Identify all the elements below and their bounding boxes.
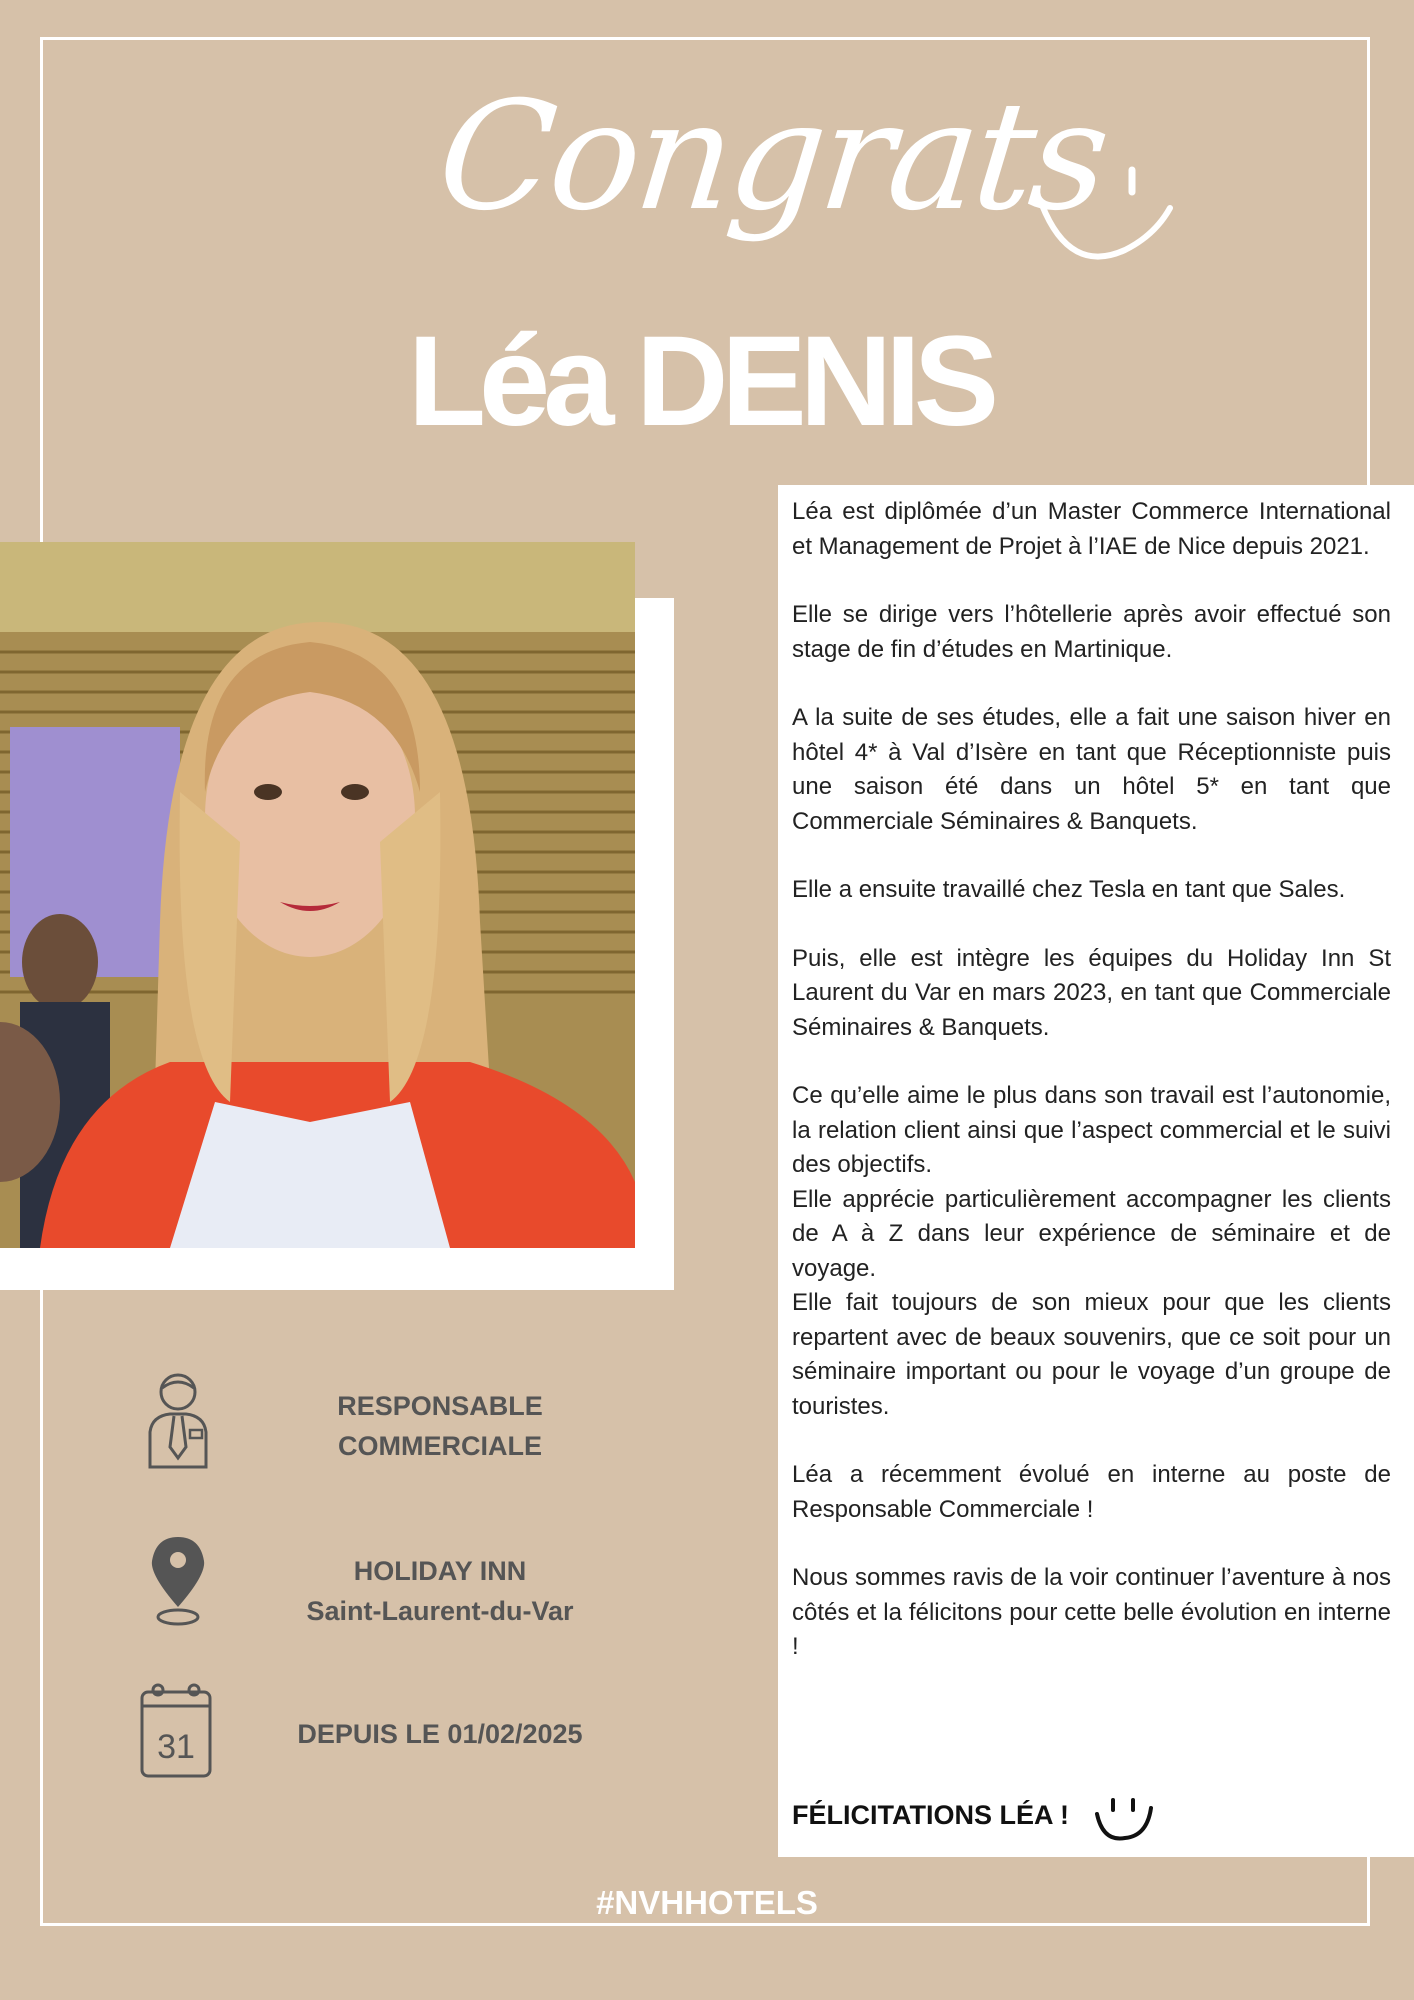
bio-paragraph: Ce qu’elle aime le plus dans son travail est l’autonomie, la relation client ainsi que l’aspect commercial et le suivi des objectifs. [792, 1082, 1391, 1178]
position-line-2: COMMERCIALE [338, 1431, 542, 1461]
bio-paragraph: Elle se dirige vers l’hôtellerie après avoir effectué son stage de fin d’études en Martinique. [792, 601, 1391, 663]
location-pin-icon [130, 1535, 220, 1635]
closing-congratulations: FÉLICITATIONS LÉA ! [792, 1800, 1069, 1830]
smiley-small-icon [1093, 1796, 1157, 1844]
bio-paragraph: Elle a ensuite travaillé chez Tesla en tant que Sales. [792, 876, 1346, 903]
bio-paragraph: A la suite de ses études, elle a fait une saison hiver en hôtel 4* à Val d’Isère en tant que Réceptionniste puis une saison été dans un hôtel 5* en tant que Commerciale Séminaires & Banquets. [792, 704, 1391, 835]
smiley-icon [1030, 150, 1180, 270]
bio-paragraph: Léa a récemment évolué en interne au poste de Responsable Commerciale ! [792, 1461, 1391, 1523]
bio-paragraph: Nous sommes ravis de la voir continuer l’aventure à nos côtés et la félicitons pour cette belle évolution en interne ! [792, 1564, 1391, 1660]
employee-name: Léa DENIS [407, 310, 993, 453]
position-title [250, 1386, 630, 1466]
bio-panel [778, 485, 1414, 1857]
employee-badge-icon [130, 1372, 220, 1472]
hotel-row [130, 1535, 630, 1645]
brand-hashtag: #NVHHOTELS [596, 1884, 818, 1921]
congrats-heading [430, 20, 1114, 320]
start-date: DEPUIS LE 01/02/2025 [297, 1719, 583, 1749]
hotel-line-1: HOLIDAY INN [353, 1556, 527, 1586]
hotel-line-2: Saint-Laurent-du-Var [306, 1596, 574, 1626]
hotel-name [250, 1551, 630, 1631]
calendar-icon [130, 1680, 220, 1780]
bio-paragraph: Léa est diplômée d’un Master Commerce International et Management de Projet à l’IAE de Nice depuis 2021. [792, 498, 1391, 560]
position-line-1: RESPONSABLE [337, 1391, 543, 1421]
bio-paragraph: Puis, elle est intègre les équipes du Holiday Inn St Laurent du Var en mars 2023, en tant que Commerciale Séminaires & Banquets. [792, 944, 1391, 1041]
employee-photo [0, 542, 635, 1248]
congrats-script-text: Congrats [430, 70, 1114, 244]
bio-paragraph: Elle fait toujours de son mieux pour que les clients repartent avec de beaux souvenirs, que ce soit pour un séminaire important ou pour le voyage d’un groupe de touristes. [792, 1289, 1391, 1420]
start-date-row [130, 1680, 630, 1790]
calendar-day: 31 [157, 1728, 195, 1766]
position-row [130, 1372, 630, 1482]
bio-paragraph: Elle apprécie particulièrement accompagner les clients de A à Z dans leur expérience de séminaire et de voyage. [792, 1185, 1391, 1282]
